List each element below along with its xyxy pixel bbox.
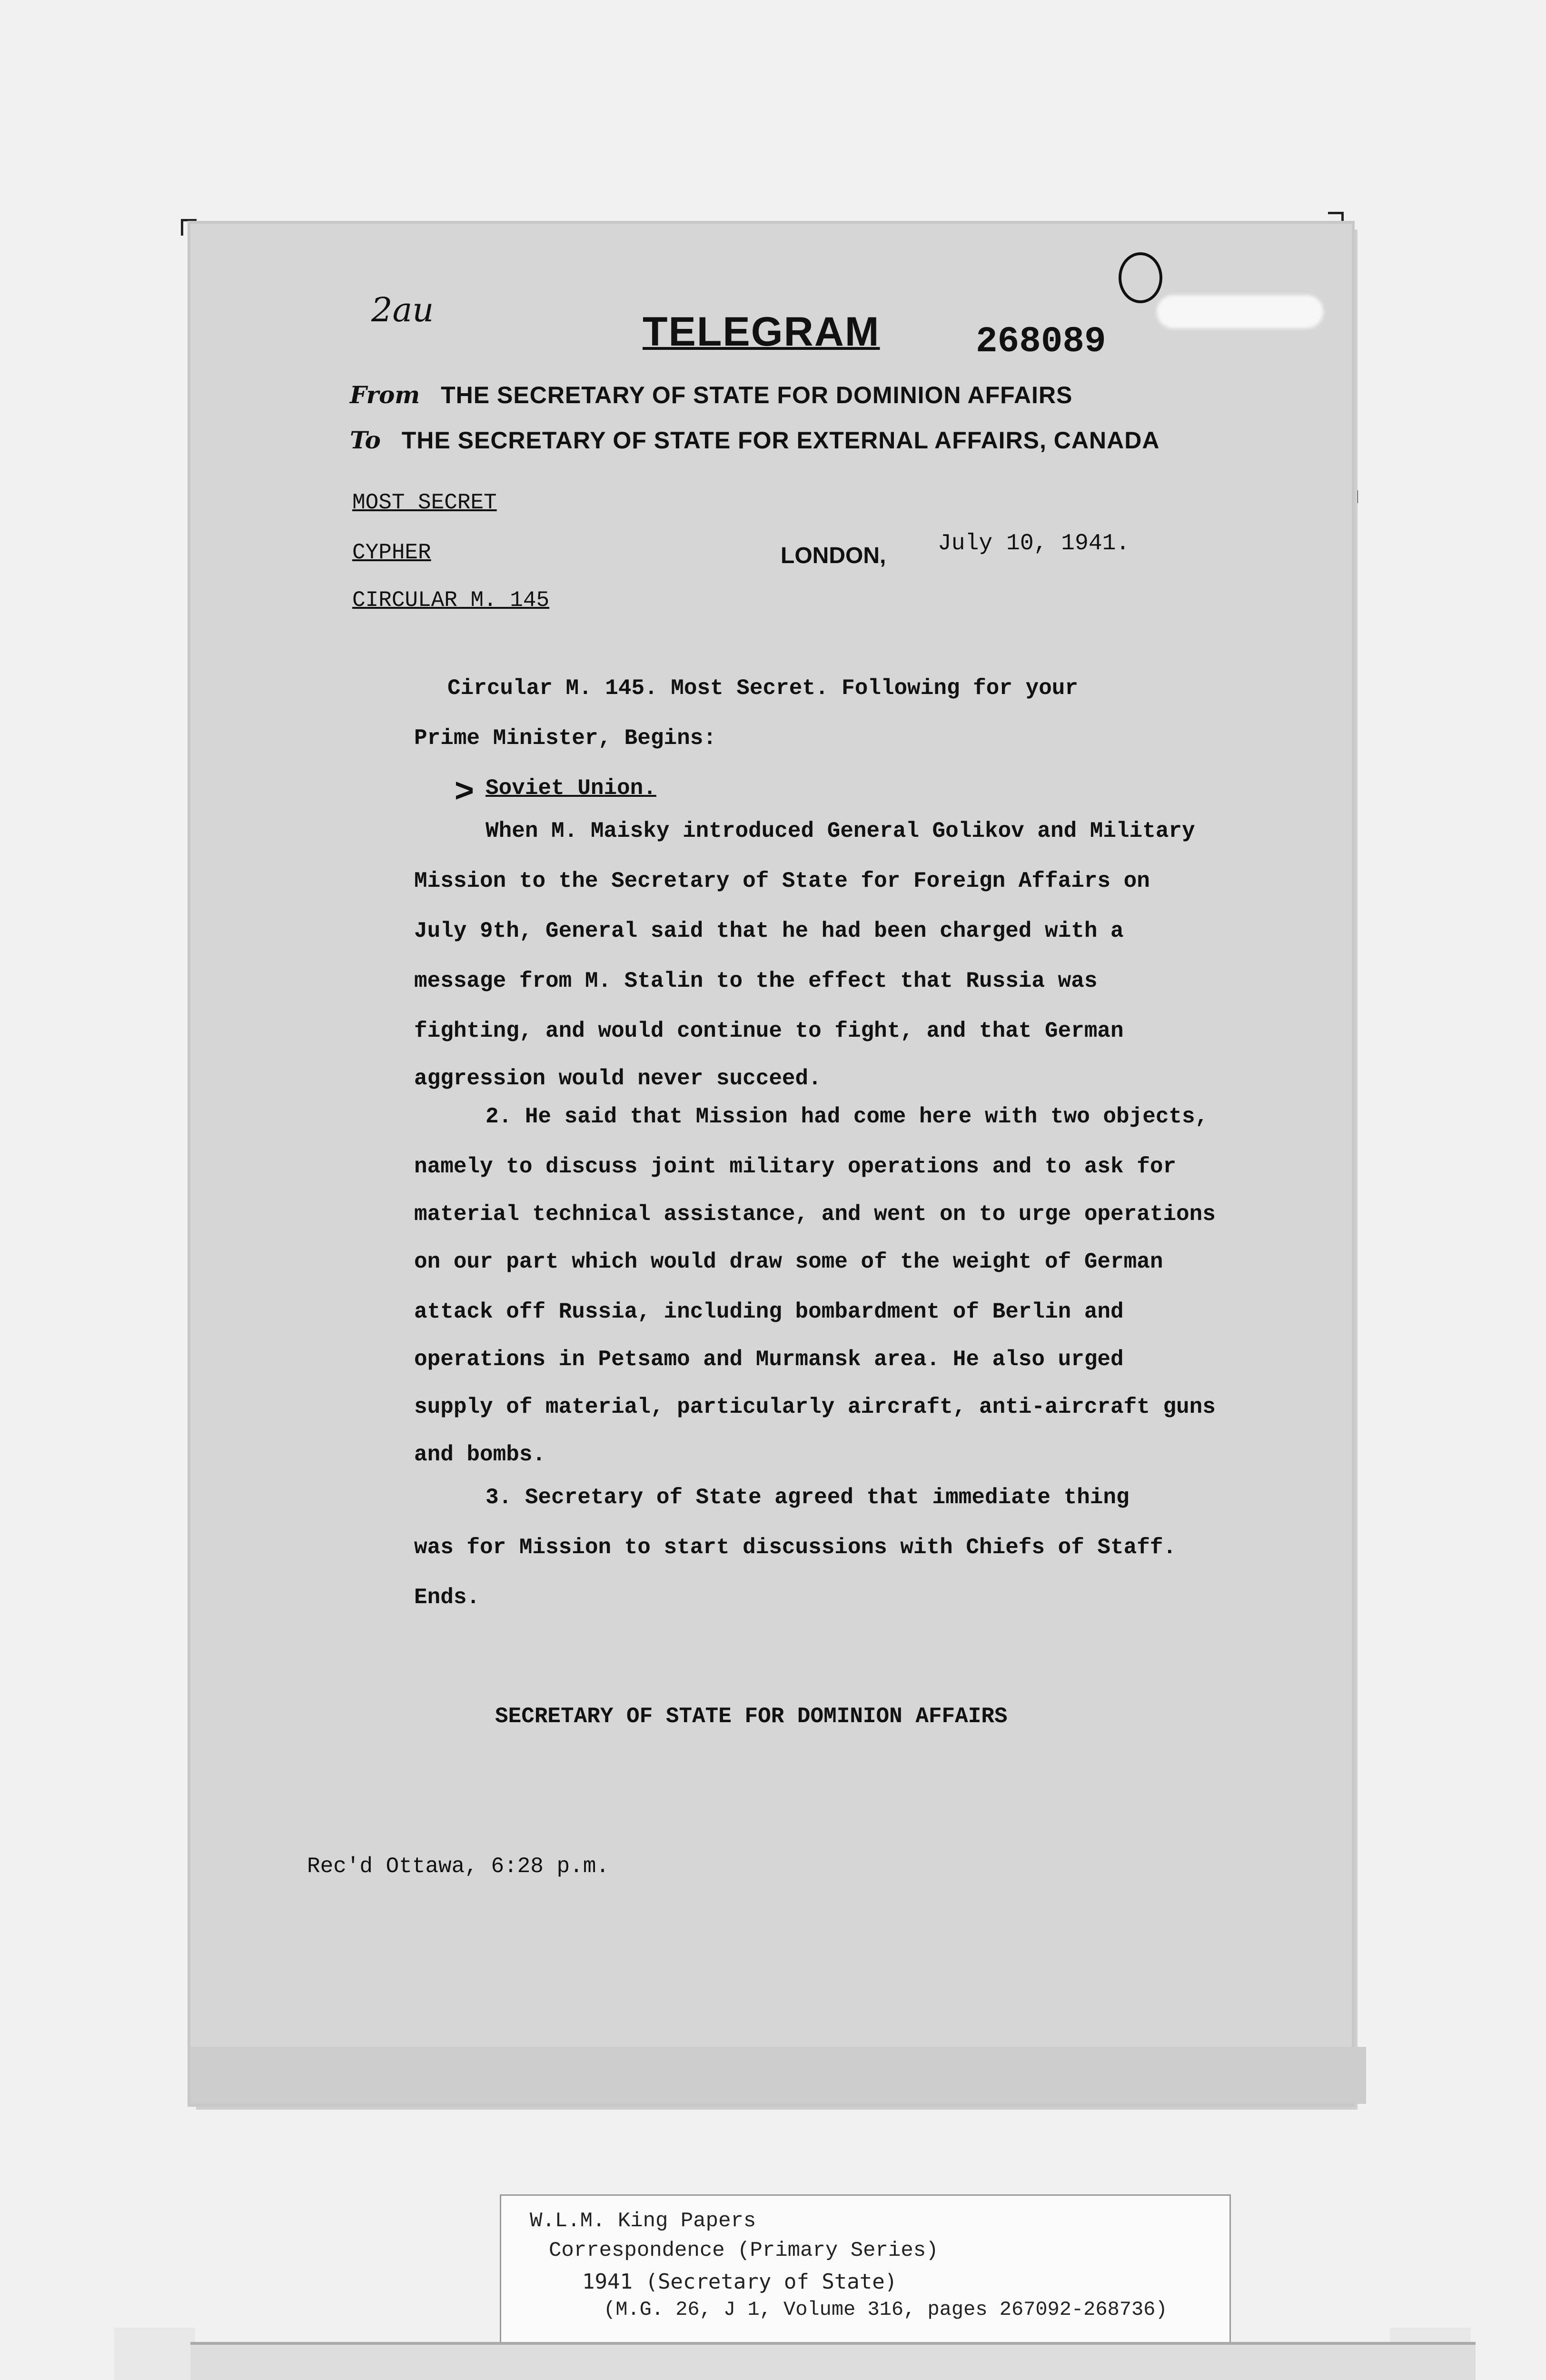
- banner-side-left: [114, 2328, 195, 2380]
- para-line: was for Mission to start discussions with Chiefs of Staff.: [414, 1535, 1177, 1560]
- para-line: Mission to the Secretary of State for Foreign Affairs on: [414, 869, 1150, 893]
- circular-ref: CIRCULAR M. 145: [352, 588, 550, 613]
- margin-arrow: >: [455, 772, 474, 809]
- from-row: [350, 381, 1072, 409]
- intro-line: Circular M. 145. Most Secret. Following for your: [447, 676, 1079, 701]
- para-line: July 9th, General said that he had been charged with a: [414, 919, 1124, 943]
- subject-heading: Soviet Union.: [486, 776, 656, 801]
- signoff: SECRETARY OF STATE FOR DOMINION AFFAIRS: [495, 1704, 1008, 1729]
- paper-smudge: [1157, 295, 1323, 328]
- archive-label-line: (M.G. 26, J 1, Volume 316, pages 267092-268736): [604, 2298, 1168, 2321]
- para-line: operations in Petsamo and Murmansk area. He also urged: [414, 1347, 1124, 1372]
- sheet-bottom-edge: [190, 2047, 1366, 2104]
- para-line: on our part which would draw some of the weight of German: [414, 1250, 1163, 1274]
- para-line: supply of material, particularly aircraft, anti-aircraft guns: [414, 1395, 1216, 1419]
- para-line: 3. Secretary of State agreed that immediate thing: [486, 1485, 1130, 1510]
- para-line: 2. He said that Mission had come here with two objects,: [486, 1104, 1209, 1129]
- from-label: From: [350, 381, 420, 409]
- archive-label-line: 1941 (Secretary of State): [582, 2270, 898, 2294]
- para-line: Ends.: [414, 1585, 480, 1610]
- handwritten-mark: 2au: [371, 290, 434, 329]
- intro-line: Prime Minister, Begins:: [414, 726, 716, 751]
- from-value: THE SECRETARY OF STATE FOR DOMINION AFFAIRS: [441, 382, 1073, 408]
- date: July 10, 1941.: [938, 531, 1130, 556]
- archive-label-line: Correspondence (Primary Series): [549, 2239, 939, 2262]
- received-note: Rec'd Ottawa, 6:28 p.m.: [307, 1854, 609, 1879]
- para-line: and bombs.: [414, 1442, 546, 1467]
- para-line: material technical assistance, and went on to urge operations: [414, 1202, 1216, 1227]
- to-value: THE SECRETARY OF STATE FOR EXTERNAL AFFAIRS, CANADA: [401, 427, 1160, 454]
- method: CYPHER: [352, 540, 431, 565]
- para-line: message from M. Stalin to the effect that Russia was: [414, 969, 1098, 993]
- archives-banner: [190, 2342, 1476, 2380]
- to-label: To: [350, 426, 381, 454]
- archive-label-line: W.L.M. King Papers: [530, 2209, 756, 2233]
- telegram-number: 268089: [976, 321, 1106, 362]
- to-row: [350, 426, 1160, 454]
- para-line: attack off Russia, including bombardment of Berlin and: [414, 1299, 1124, 1324]
- circle-mark: [1119, 252, 1162, 303]
- para-line: namely to discuss joint military operations and to ask for: [414, 1154, 1177, 1179]
- para-line: fighting, and would continue to fight, and that German: [414, 1019, 1124, 1043]
- place: LONDON,: [781, 543, 886, 568]
- archive-label: [500, 2194, 1231, 2345]
- para-line: When M. Maisky introduced General Golikov and Military: [486, 819, 1195, 843]
- classification: MOST SECRET: [352, 490, 497, 515]
- para-line: aggression would never succeed.: [414, 1066, 822, 1091]
- telegram-title: TELEGRAM: [643, 309, 880, 355]
